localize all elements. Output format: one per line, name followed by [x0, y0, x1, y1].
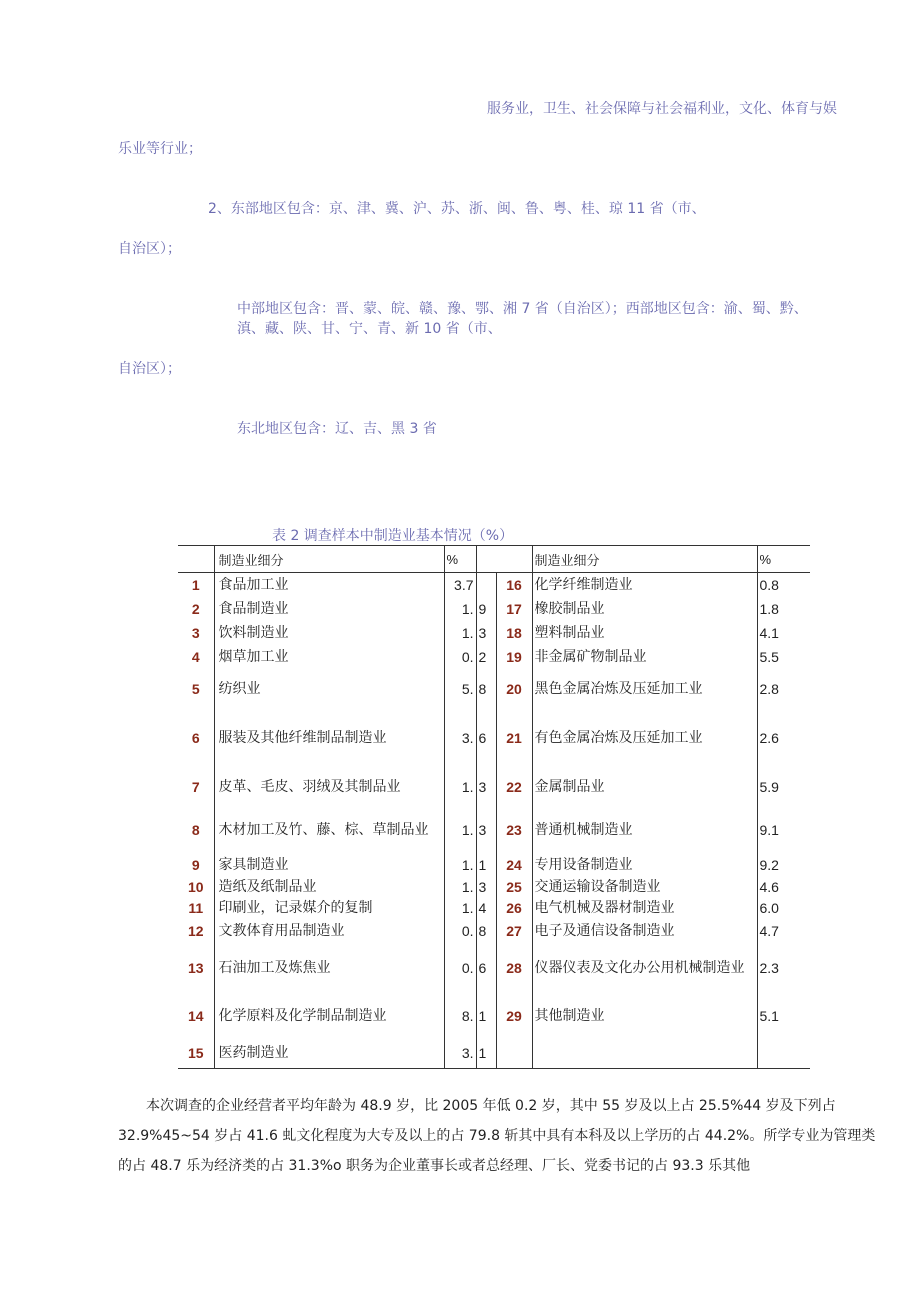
industry-name-right: 有色金属冶炼及压延加工业 [532, 709, 757, 767]
percent-right: 1.8 [757, 597, 810, 621]
note-line-5: 中部地区包含：晋、蒙、皖、赣、豫、鄂、湘 7 省（自治区）；西部地区包含：渝、蜀、黔、 [237, 301, 808, 317]
table-row [178, 597, 810, 621]
percent-left-b: 4 [476, 897, 496, 919]
percent-left-b: 3 [476, 807, 496, 853]
row-number-left: 1 [191, 576, 200, 593]
industry-name-right: 其他制造业 [532, 993, 757, 1039]
industry-name-left: 家具制造业 [214, 853, 444, 877]
percent-left-b: 8 [476, 669, 496, 709]
percent-left-b: 1 [476, 853, 496, 877]
note-line-2: 乐业等行业； [118, 141, 202, 157]
percent-left-b [476, 573, 496, 597]
industry-name-right: 化学纤维制造业 [532, 573, 757, 597]
percent-left-a: 5. [444, 669, 476, 709]
table-header-row [178, 546, 810, 573]
percent-left-a: 1. [444, 767, 476, 807]
table-row [178, 919, 810, 943]
row-number-left: 14 [187, 1007, 204, 1024]
row-number-left: 4 [191, 648, 200, 665]
row-number-right: 22 [496, 767, 532, 807]
row-number-left: 11 [188, 899, 204, 916]
row-number-left: 6 [191, 729, 200, 746]
percent-left-b: 9 [476, 597, 496, 621]
row-number-left: 10 [187, 878, 204, 895]
table-row [178, 709, 810, 767]
percent-left-a: 0. [444, 919, 476, 943]
row-number-left: 12 [187, 922, 204, 939]
row-number-right: 17 [496, 597, 532, 621]
header-name-right: 制造业细分 [532, 546, 757, 573]
percent-left-b: 3 [476, 621, 496, 645]
percent-left-b: 6 [476, 709, 496, 767]
industry-name-right: 塑料制品业 [532, 621, 757, 645]
row-number-right: 25 [496, 877, 532, 897]
table-row [178, 1039, 810, 1069]
industry-name-left: 木材加工及竹、藤、棕、草制品业 [214, 807, 444, 853]
percent-right: 2.3 [757, 943, 810, 993]
table-row [178, 943, 810, 993]
row-number-left: 3 [191, 624, 200, 641]
table-row [178, 897, 810, 919]
percent-left-a: 3. [444, 1039, 476, 1069]
industry-name-left: 化学原料及化学制品制造业 [214, 993, 444, 1039]
percent-right: 2.8 [757, 669, 810, 709]
percent-left-a: 1. [444, 621, 476, 645]
industry-name-right: 仪器仪表及文化办公用机械制造业 [532, 943, 757, 993]
industry-name-left: 烟草加工业 [214, 645, 444, 669]
percent-right: 5.1 [757, 993, 810, 1039]
percent-right: 4.6 [757, 877, 810, 897]
row-number-left: 9 [191, 856, 200, 873]
row-number-right: 27 [496, 919, 532, 943]
percent-left-b: 1 [476, 1039, 496, 1069]
row-number-right: 18 [496, 621, 532, 645]
percent-right: 5.5 [757, 645, 810, 669]
percent-right: 5.9 [757, 767, 810, 807]
header-pct-right: % [757, 546, 810, 573]
row-number-right: 26 [496, 897, 532, 919]
percent-left-b: 3 [476, 767, 496, 807]
percent-left-b: 6 [476, 943, 496, 993]
percent-left-a: 1. [444, 897, 476, 919]
row-number-left: 13 [187, 959, 204, 976]
row-number-right: 23 [496, 807, 532, 853]
table-row [178, 669, 810, 709]
industry-name-right: 橡胶制品业 [532, 597, 757, 621]
industry-name-left: 纺织业 [214, 669, 444, 709]
industry-name-left: 服装及其他纤维制品制造业 [214, 709, 444, 767]
note-line-7: 自治区）； [118, 361, 181, 377]
industry-name-left: 印刷业，记录媒介的复制 [214, 897, 444, 919]
industry-name-right: 专用设备制造业 [532, 853, 757, 877]
header-name-left: 制造业细分 [214, 546, 444, 573]
percent-left-a: 0. [444, 645, 476, 669]
percent-left-b: 3 [476, 877, 496, 897]
table-row [178, 807, 810, 853]
percent-left-a: 0. [444, 943, 476, 993]
industry-name-left: 食品加工业 [214, 573, 444, 597]
industry-name-right [532, 1039, 757, 1069]
industry-name-left: 石油加工及炼焦业 [214, 943, 444, 993]
percent-left-b: 8 [476, 919, 496, 943]
industry-name-right: 黑色金属冶炼及压延加工业 [532, 669, 757, 709]
row-number-right: 21 [496, 709, 532, 767]
industry-name-left: 造纸及纸制品业 [214, 877, 444, 897]
percent-left-a: 3. [444, 709, 476, 767]
table-row [178, 853, 810, 877]
industry-name-left: 饮料制造业 [214, 621, 444, 645]
row-number-right: 24 [496, 853, 532, 877]
percent-left-a: 1. [444, 877, 476, 897]
note-line-3: 2、东部地区包含：京、津、冀、沪、苏、浙、闽、鲁、粤、桂、琼 11 省（市、 [208, 201, 706, 217]
table-row [178, 993, 810, 1039]
table-row [178, 621, 810, 645]
industry-name-right: 非金属矿物制品业 [532, 645, 757, 669]
industry-name-right: 电子及通信设备制造业 [532, 919, 757, 943]
manufacturing-table [178, 545, 810, 1069]
industry-name-right: 交通运输设备制造业 [532, 877, 757, 897]
table-row [178, 573, 810, 597]
note-line-4: 自治区）； [118, 241, 181, 257]
percent-right: 4.1 [757, 621, 810, 645]
row-number-left: 8 [191, 821, 200, 838]
percent-left-b: 2 [476, 645, 496, 669]
percent-right: 2.6 [757, 709, 810, 767]
row-number-left: 2 [191, 600, 200, 617]
industry-name-left: 皮革、毛皮、羽绒及其制品业 [214, 767, 444, 807]
industry-name-right: 普通机械制造业 [532, 807, 757, 853]
row-number-right: 16 [496, 573, 532, 597]
row-number-left: 15 [187, 1045, 204, 1062]
percent-left-a: 3.7 [444, 573, 476, 597]
row-number-left: 7 [191, 778, 200, 795]
note-line-1: 服务业，卫生、社会保障与社会福利业，文化、体育与娱 [487, 101, 837, 117]
percent-left-a: 1. [444, 597, 476, 621]
industry-name-right: 金属制品业 [532, 767, 757, 807]
industry-name-right: 电气机械及器材制造业 [532, 897, 757, 919]
row-number-right: 19 [496, 645, 532, 669]
table-row [178, 877, 810, 897]
percent-right: 0.8 [757, 573, 810, 597]
row-number-right: 29 [496, 993, 532, 1039]
industry-name-left: 食品制造业 [214, 597, 444, 621]
percent-left-a: 8. [444, 993, 476, 1039]
row-number-right: 20 [496, 669, 532, 709]
percent-left-b: 1 [476, 993, 496, 1039]
percent-left-a: 1. [444, 807, 476, 853]
percent-right: 4.7 [757, 919, 810, 943]
percent-left-a: 1. [444, 853, 476, 877]
table-caption: 表 2 调查样本中制造业基本情况（%） [272, 528, 514, 544]
row-number-right [496, 1039, 532, 1069]
table-row [178, 767, 810, 807]
note-line-8: 东北地区包含：辽、吉、黑 3 省 [237, 421, 437, 437]
percent-right: 9.1 [757, 807, 810, 853]
note-line-6: 滇、藏、陕、甘、宁、青、新 10 省（市、 [237, 321, 502, 337]
header-pct-left: % [444, 546, 476, 573]
row-number-left: 5 [191, 680, 200, 697]
industry-name-left: 文教体育用品制造业 [214, 919, 444, 943]
row-number-right: 28 [496, 943, 532, 993]
percent-right: 6.0 [757, 897, 810, 919]
table-row [178, 645, 810, 669]
percent-right: 9.2 [757, 853, 810, 877]
summary-paragraph: 本次调查的企业经营者平均年龄为 48.9 岁，比 2005 年低 0.2 岁，其中 55 岁及以上占 25.5%44 岁及下列占 32.9%45~54 岁占 41.6 虬文化程度为大专及以上的占 79.8 斩其中具有本科及以上学历的占 44.2%。所学专业为管理类的占 48.7 乐为经济类的占 31.3%o 职务为企业董事长或者总经理、厂长、党委书记的占 93.3 乐其他 [118, 1098, 876, 1174]
percent-right [757, 1039, 810, 1069]
industry-name-left: 医药制造业 [214, 1039, 444, 1069]
